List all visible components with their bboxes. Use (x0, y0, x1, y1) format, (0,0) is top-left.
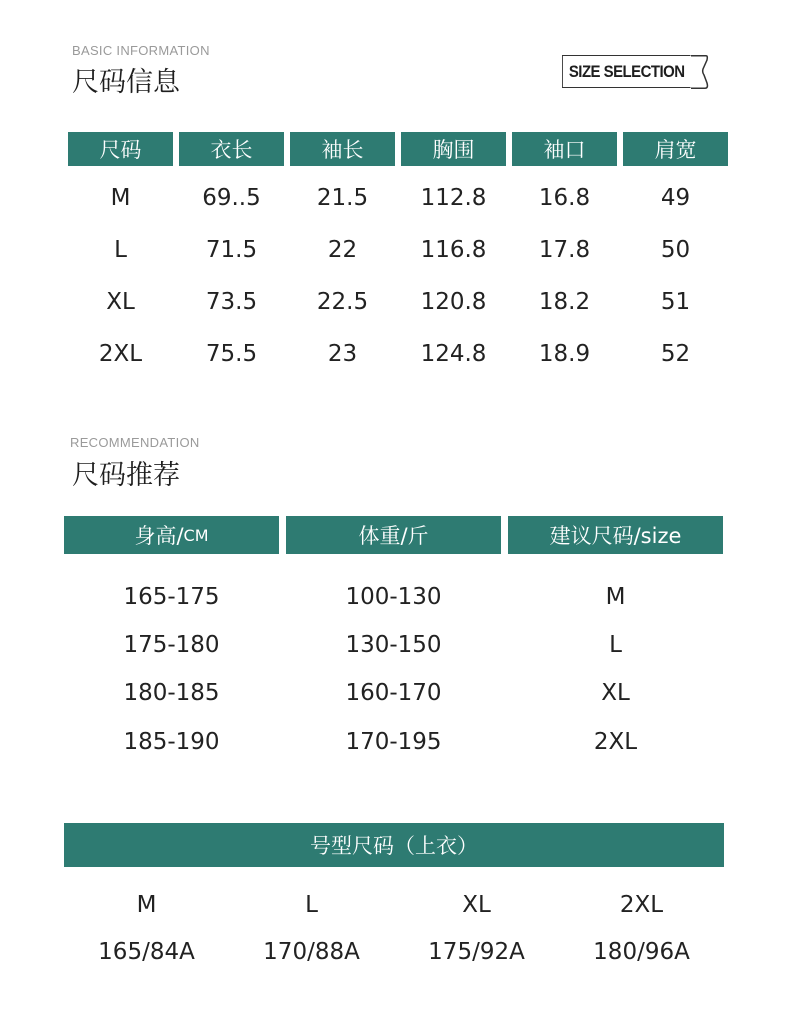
weight-cell: 160-170 (345, 680, 442, 706)
header-recommended-size: 建议尺码/size (508, 516, 723, 554)
model-size-cell: 2XL (619, 892, 664, 918)
sleeve-cell: 22.5 (316, 289, 369, 315)
shoulder-cell: 49 (660, 185, 691, 211)
model-size-cell: L (305, 892, 318, 918)
weight-cell: 170-195 (345, 729, 442, 755)
table-row (68, 235, 728, 265)
table-row (68, 183, 728, 213)
recommendation-title: 尺码推荐 (72, 460, 180, 491)
size-cell: L (114, 237, 127, 263)
model-code-cell: 180/96A (593, 939, 690, 965)
table-row (68, 339, 728, 369)
sleeve-cell: 22 (327, 237, 358, 263)
chest-cell: 116.8 (420, 237, 487, 263)
model-code-cell: 165/84A (98, 939, 195, 965)
cuff-cell: 16.8 (538, 185, 591, 211)
height-cell: 175-180 (123, 632, 220, 658)
header-chest: 胸围 (401, 132, 506, 166)
header-height-unit: CM (183, 525, 209, 545)
model-code-cell: 175/92A (428, 939, 525, 965)
weight-cell: 100-130 (345, 584, 442, 610)
header-length: 衣长 (179, 132, 284, 166)
table-row (64, 678, 723, 708)
header-height-label: 身高/ (134, 524, 184, 548)
basic-info-label: BASIC INFORMATION (72, 43, 210, 58)
size-cell: XL (601, 680, 630, 706)
size-table-header (68, 132, 728, 166)
recommendation-header (64, 516, 723, 554)
size-tag-notch-icon (691, 55, 711, 89)
height-cell: 165-175 (123, 584, 220, 610)
shoulder-cell: 52 (660, 341, 691, 367)
basic-info-title: 尺码信息 (72, 67, 180, 98)
header-shoulder: 肩宽 (623, 132, 728, 166)
size-cell: M (110, 185, 131, 211)
chest-cell: 124.8 (420, 341, 487, 367)
table-row (64, 727, 723, 757)
length-cell: 73.5 (205, 289, 258, 315)
shoulder-cell: 51 (660, 289, 691, 315)
header-cuff: 袖口 (512, 132, 617, 166)
header-height (64, 516, 279, 554)
header-size: 尺码 (68, 132, 173, 166)
shoulder-cell: 50 (660, 237, 691, 263)
model-size-cell: XL (462, 892, 491, 918)
size-cell: 2XL (98, 341, 143, 367)
height-cell: 185-190 (123, 729, 220, 755)
length-cell: 71.5 (205, 237, 258, 263)
cuff-cell: 17.8 (538, 237, 591, 263)
sleeve-cell: 23 (327, 341, 358, 367)
size-cell: L (609, 632, 622, 658)
chest-cell: 112.8 (420, 185, 487, 211)
cuff-cell: 18.2 (538, 289, 591, 315)
header-weight: 体重/斤 (286, 516, 501, 554)
sleeve-cell: 21.5 (316, 185, 369, 211)
model-size-row (64, 889, 724, 921)
model-code-row (64, 936, 724, 968)
weight-cell: 130-150 (345, 632, 442, 658)
size-cell: XL (106, 289, 135, 315)
model-size-header: 号型尺码（上衣） (64, 823, 724, 867)
table-row (68, 287, 728, 317)
model-code-cell: 170/88A (263, 939, 360, 965)
table-row (64, 630, 723, 660)
recommendation-label: RECOMMENDATION (70, 435, 200, 450)
header-sleeve: 袖长 (290, 132, 395, 166)
cuff-cell: 18.9 (538, 341, 591, 367)
height-cell: 180-185 (123, 680, 220, 706)
size-cell: 2XL (593, 729, 638, 755)
length-cell: 75.5 (205, 341, 258, 367)
size-selection-tag: SIZE SELECTION (562, 55, 690, 88)
length-cell: 69..5 (202, 185, 261, 211)
chest-cell: 120.8 (420, 289, 487, 315)
model-size-cell: M (136, 892, 157, 918)
table-row (64, 582, 723, 612)
size-cell: M (605, 584, 626, 610)
